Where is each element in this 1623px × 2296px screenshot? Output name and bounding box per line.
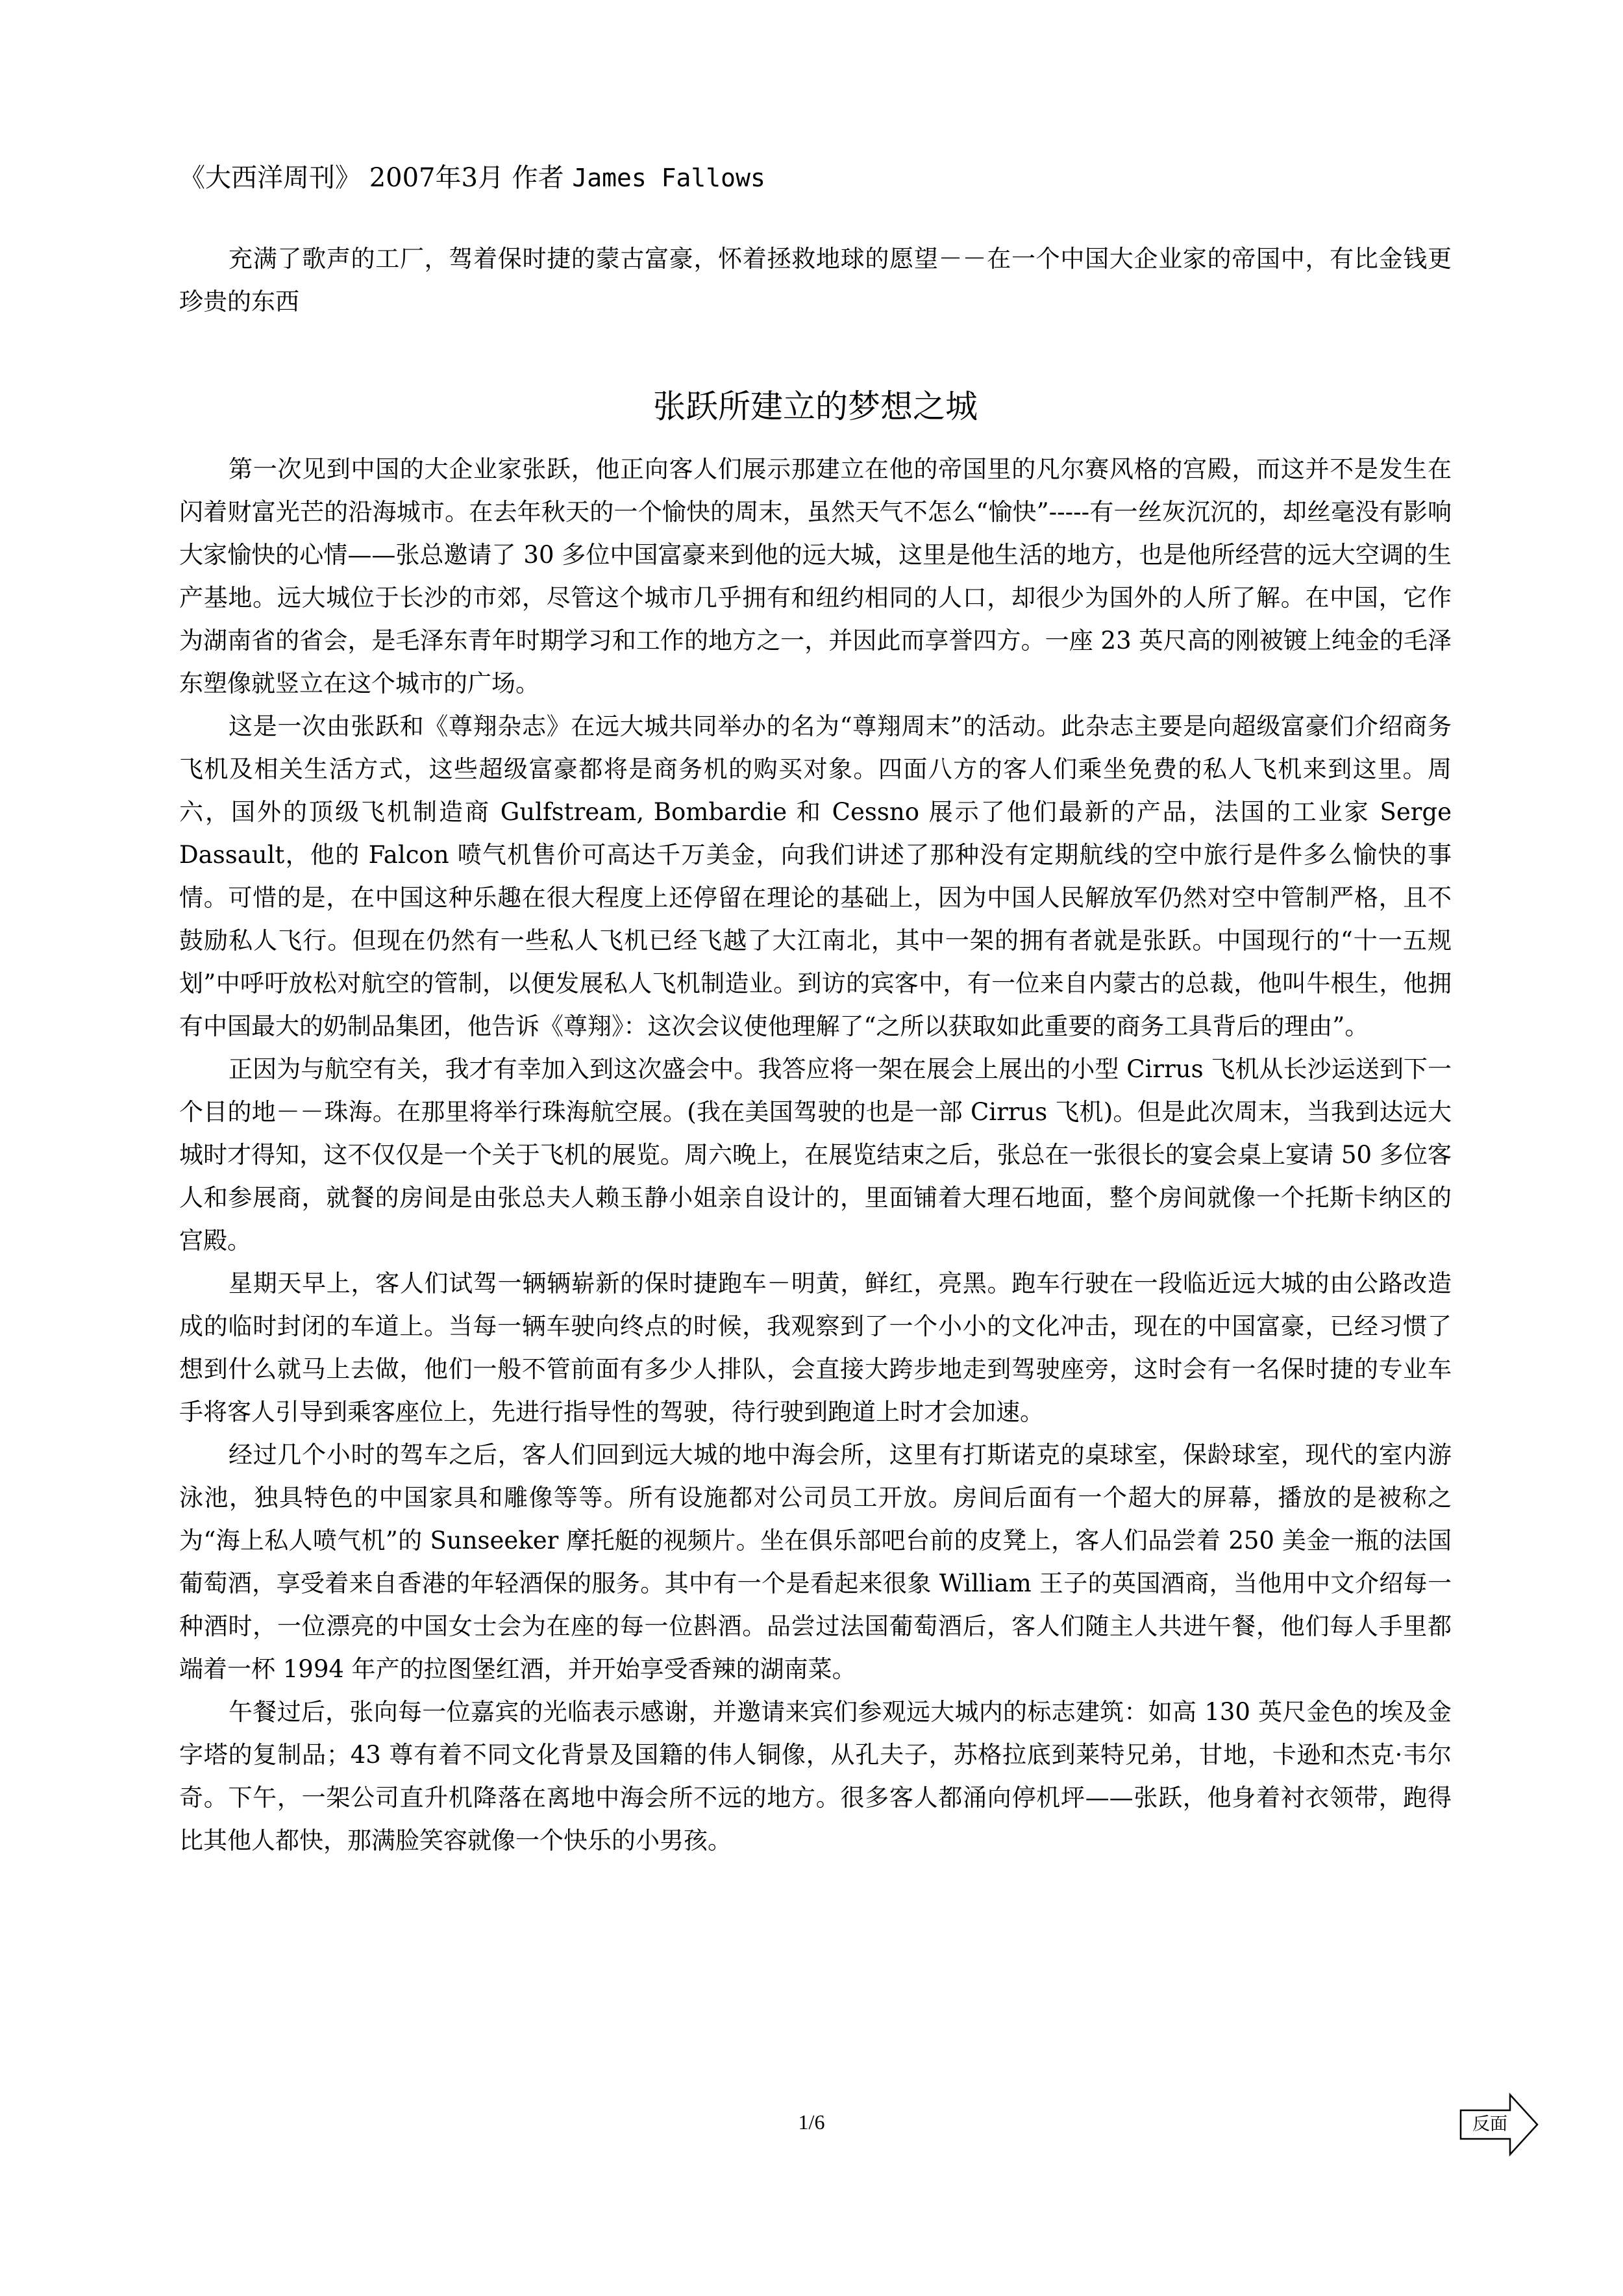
article-body	[179, 448, 1452, 1862]
next-page-label: 反面	[1472, 2114, 1507, 2134]
source-citation: 《大西洋周刊》 2007年3月 作者	[179, 163, 564, 193]
lede-paragraph: 充满了歌声的工厂，驾着保时捷的蒙古富豪，怀着拯救地球的愿望－－在一个中国大企业家的帝国中，有比金钱更珍贵的东西	[179, 245, 1452, 316]
source-line	[179, 158, 1478, 197]
article-title: 张跃所建立的梦想之城	[653, 388, 978, 425]
next-page-button[interactable]	[1459, 2092, 1540, 2157]
body-paragraph: 星期天早上，客人们试驾一辆辆崭新的保时捷跑车－明黄，鲜红，亮黑。跑车行驶在一段临近远大城的由公路改造成的临时封闭的车道上。当每一辆车驶向终点的时候，我观察到了一个小小的文化冲击，现在的中国富豪，已经习惯了想到什么就马上去做，他们一般不管前面有多少人排队，会直接大跨步地走到驾驶座旁，这时会有一名保时捷的专业车手将客人引导到乘客座位上，先进行指导性的驾驶，待行驶到跑道上时才会加速。	[179, 1269, 1452, 1426]
body-paragraph: 经过几个小时的驾车之后，客人们回到远大城的地中海会所，这里有打斯诺克的桌球室，保龄球室，现代的室内游泳池，独具特色的中国家具和雕像等等。所有设施都对公司员工开放。房间后面有一个超大的屏幕，播放的是被称之为“海上私人喷气机”的 Sunseeker 摩托艇的视频片。坐在俱乐部吧台前的皮凳上，客人们品尝着 250 美金一瓶的法国葡萄酒，享受着来自香港的年轻酒保的服务。其中有一个是看起来很象 William 王子的英国酒商，当他用中文介绍每一种酒时，一位漂亮的中国女士会为在座的每一位斟酒。品尝过法国葡萄酒后，客人们随主人共进午餐，他们每人手里都端着一杯 1994 年产的拉图堡红酒，并开始享受香辣的湖南菜。	[179, 1441, 1452, 1683]
body-paragraph: 午餐过后，张向每一位嘉宾的光临表示感谢，并邀请来宾们参观远大城内的标志建筑：如高 130 英尺金色的埃及金字塔的复制品；43 尊有着不同文化背景及国籍的伟人铜像，从孔夫子，苏格拉底到莱特兄弟，甘地，卡逊和杰克·韦尔奇。下午，一架公司直升机降落在离地中海会所不远的地方。很多客人都涌向停机坪——张跃，他身着衬衣领带，跑得比其他人都快，那满脸笑容就像一个快乐的小男孩。	[179, 1698, 1452, 1854]
body-paragraph: 这是一次由张跃和《尊翔杂志》在远大城共同举办的名为“尊翔周末”的活动。此杂志主要是向超级富豪们介绍商务飞机及相关生活方式，这些超级富豪都将是商务机的购买对象。四面八方的客人们乘坐免费的私人飞机来到这里。周六，国外的顶级飞机制造商 Gulfstream, Bombardie 和 Cessno 展示了他们最新的产品，法国的工业家 Serge Dassault，他的 Falcon 喷气机售价可高达千万美金，向我们讲述了那种没有定期航线的空中旅行是件多么愉快的事情。可惜的是，在中国这种乐趣在很大程度上还停留在理论的基础上，因为中国人民解放军仍然对空中管制严格，且不鼓励私人飞行。但现在仍然有一些私人飞机已经飞越了大江南北，其中一架的拥有者就是张跃。中国现行的“十一五规划”中呼吁放松对航空的管制，以便发展私人飞机制造业。到访的宾客中，有一位来自内蒙古的总裁，他叫牛根生，他拥有中国最大的奶制品集团，他告诉《尊翔》：这次会议使他理解了“之所以获取如此重要的商务工具背后的理由”。	[179, 712, 1452, 1040]
author-name: James Fallows	[572, 164, 765, 192]
body-paragraph: 第一次见到中国的大企业家张跃，他正向客人们展示那建立在他的帝国里的凡尔赛风格的宫殿，而这并不是发生在闪着财富光芒的沿海城市。在去年秋天的一个愉快的周末，虽然天气不怎么“愉快”-----有一丝灰沉沉的，却丝毫没有影响大家愉快的心情——张总邀请了 30 多位中国富豪来到他的远大城，这里是他生活的地方，也是他所经营的远大空调的生产基地。远大城位于长沙的市郊，尽管这个城市几乎拥有和纽约相同的人口，却很少为国外的人所了解。在中国，它作为湖南省的省会，是毛泽东青年时期学习和工作的地方之一，并因此而享誉四方。一座 23 英尺高的刚被镀上纯金的毛泽东塑像就竖立在这个城市的广场。	[179, 455, 1452, 697]
page-number: 1/6	[798, 2110, 825, 2134]
body-paragraph: 正因为与航空有关，我才有幸加入到这次盛会中。我答应将一架在展会上展出的小型 Cirrus 飞机从长沙运送到下一个目的地－－珠海。在那里将举行珠海航空展。(我在美国驾驶的也是一部 Cirrus 飞机)。但是此次周末，当我到达远大城时才得知，这不仅仅是一个关于飞机的展览。周六晚上，在展览结束之后，张总在一张很长的宴会桌上宴请 50 多位客人和参展商，就餐的房间是由张总夫人赖玉静小姐亲自设计的，里面铺着大理石地面，整个房间就像一个托斯卡纳区的宫殿。	[179, 1055, 1452, 1254]
